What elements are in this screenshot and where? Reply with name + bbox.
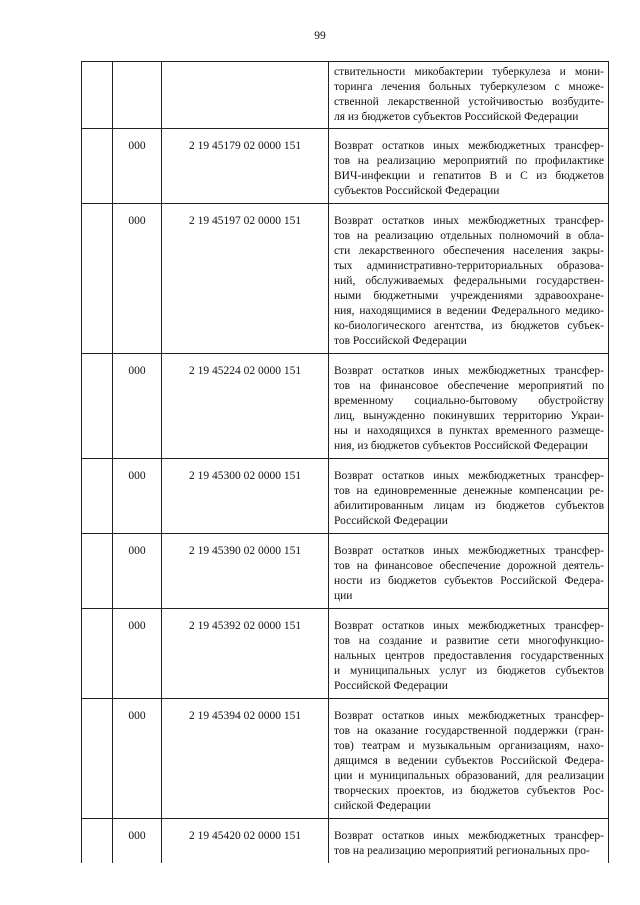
admin-code-cell: 000	[113, 354, 162, 459]
description-line: Возврат остатков иных межбюджетных трансфер-	[334, 830, 604, 842]
budget-table	[81, 61, 609, 863]
budget-classification-code-cell: 2 19 45394 02 0000 151	[162, 699, 329, 819]
description-line: тов) театрам и музыкальным организациям, нахо-	[334, 740, 604, 752]
admin-code-cell: 000	[113, 609, 162, 699]
description-line: тов на единовременные денежные компенсации ре-	[334, 485, 604, 497]
description-line: ний, обслуживаемых федеральными государствен-	[334, 275, 604, 287]
admin-code-cell: 000	[113, 204, 162, 354]
margin-column-cell	[82, 699, 113, 819]
description-line: абилитированным лицам из бюджетов субъектов	[334, 500, 604, 512]
description-line: торинга лечения больных туберкулезом с множе-	[334, 81, 604, 93]
description-line: тов на оказание государственной поддержки (гран-	[334, 725, 604, 737]
table-row	[82, 204, 609, 354]
description-line: ния, из бюджетов субъектов Российской Федерации	[334, 440, 588, 452]
description-line: Российской Федерации	[334, 680, 448, 692]
table-row	[82, 819, 609, 864]
description-line: дящимся в ведении субъектов Российской Федера-	[334, 755, 604, 767]
description-line: тов на финансовое обеспечение дорожной деятель-	[334, 560, 604, 572]
description-line: сти лекарственного обеспечения населения закры-	[334, 245, 604, 257]
admin-code-cell: 000	[113, 699, 162, 819]
description-line: ности из бюджетов субъектов Российской Федера-	[334, 575, 604, 587]
admin-code-cell	[113, 62, 162, 129]
table-row-continuation	[82, 62, 609, 129]
description-cell	[329, 609, 609, 699]
description-cell	[329, 459, 609, 534]
margin-column-cell	[82, 819, 113, 864]
description-line: Возврат остатков иных межбюджетных трансфер-	[334, 470, 604, 482]
margin-column-cell	[82, 129, 113, 204]
table-row	[82, 699, 609, 819]
admin-code-cell: 000	[113, 534, 162, 609]
budget-table-body	[82, 62, 609, 864]
budget-classification-code-cell: 2 19 45420 02 0000 151	[162, 819, 329, 864]
description-line: ции	[334, 590, 353, 602]
description-line: и муниципальных услуг из бюджетов субъектов	[334, 665, 604, 677]
description-cell	[329, 819, 609, 864]
margin-column-cell	[82, 62, 113, 129]
page-number: 99	[314, 30, 326, 42]
description-line: Возврат остатков иных межбюджетных трансфер-	[334, 710, 604, 722]
budget-classification-code-cell: 2 19 45300 02 0000 151	[162, 459, 329, 534]
margin-column-cell	[82, 459, 113, 534]
description-line: субъектов Российской Федерации	[334, 185, 500, 197]
description-line: тов на реализацию мероприятий по профилактике	[334, 155, 604, 167]
description-line: тов на реализацию отдельных полномочий в обла-	[334, 230, 604, 242]
table-row	[82, 129, 609, 204]
admin-code-cell: 000	[113, 129, 162, 204]
table-row	[82, 534, 609, 609]
table-row	[82, 609, 609, 699]
margin-column-cell	[82, 534, 113, 609]
description-line: лиц, вынужденно покинувших территорию Украи-	[334, 410, 604, 422]
table-row	[82, 459, 609, 534]
description-cell	[329, 699, 609, 819]
table-row	[82, 354, 609, 459]
budget-classification-code-cell: 2 19 45179 02 0000 151	[162, 129, 329, 204]
description-cell	[329, 534, 609, 609]
admin-code-cell: 000	[113, 819, 162, 864]
description-line: тов Российской Федерации	[334, 335, 467, 347]
description-line: ко-биологического агентства, из бюджетов субъек-	[334, 320, 604, 332]
description-cell	[329, 129, 609, 204]
description-line: ными бюджетными учреждениями здравоохране-	[334, 290, 604, 302]
budget-classification-code-cell: 2 19 45224 02 0000 151	[162, 354, 329, 459]
description-line: Возврат остатков иных межбюджетных трансфер-	[334, 365, 604, 377]
description-line: творческих проектов, из бюджетов субъектов Рос-	[334, 785, 604, 797]
description-line: Возврат остатков иных межбюджетных трансфер-	[334, 140, 604, 152]
description-line: ственной лекарственной устойчивостью возбудите-	[334, 96, 604, 108]
description-line: Возврат остатков иных межбюджетных трансфер-	[334, 545, 604, 557]
description-line: временному социально-бытовому обустройству	[334, 395, 604, 407]
description-line: тов на финансовое обеспечение мероприятий по	[334, 380, 604, 392]
description-line: нальных центров предоставления государственных	[334, 650, 604, 662]
description-cell	[329, 354, 609, 459]
description-cell	[329, 62, 609, 129]
description-line: тов на реализацию мероприятий региональных про-	[334, 845, 590, 857]
budget-classification-code-cell: 2 19 45197 02 0000 151	[162, 204, 329, 354]
margin-column-cell	[82, 204, 113, 354]
description-line: Российской Федерации	[334, 515, 448, 527]
budget-classification-code-cell: 2 19 45392 02 0000 151	[162, 609, 329, 699]
description-line: ля из бюджетов субъектов Российской Федерации	[334, 111, 579, 123]
description-line: сийской Федерации	[334, 800, 431, 812]
description-line: ВИЧ-инфекции и гепатитов В и С из бюджетов	[334, 170, 604, 182]
margin-column-cell	[82, 609, 113, 699]
description-line: ции и муниципальных образований, для реализации	[334, 770, 604, 782]
budget-classification-code-cell: 2 19 45390 02 0000 151	[162, 534, 329, 609]
budget-classification-code-cell	[162, 62, 329, 129]
description-line: ны и находящихся в пунктах временного размеще-	[334, 425, 604, 437]
description-line: ния, находящимися в ведении Федерального медико-	[334, 305, 604, 317]
description-cell	[329, 204, 609, 354]
description-line: тов на создание и развитие сети многофункцио-	[334, 635, 604, 647]
description-line: Возврат остатков иных межбюджетных трансфер-	[334, 620, 604, 632]
margin-column-cell	[82, 354, 113, 459]
admin-code-cell: 000	[113, 459, 162, 534]
description-line: Возврат остатков иных межбюджетных трансфер-	[334, 215, 604, 227]
description-line: тых административно-территориальных образова-	[334, 260, 604, 272]
description-line: ствительности микобактерии туберкулеза и мони-	[334, 66, 604, 78]
